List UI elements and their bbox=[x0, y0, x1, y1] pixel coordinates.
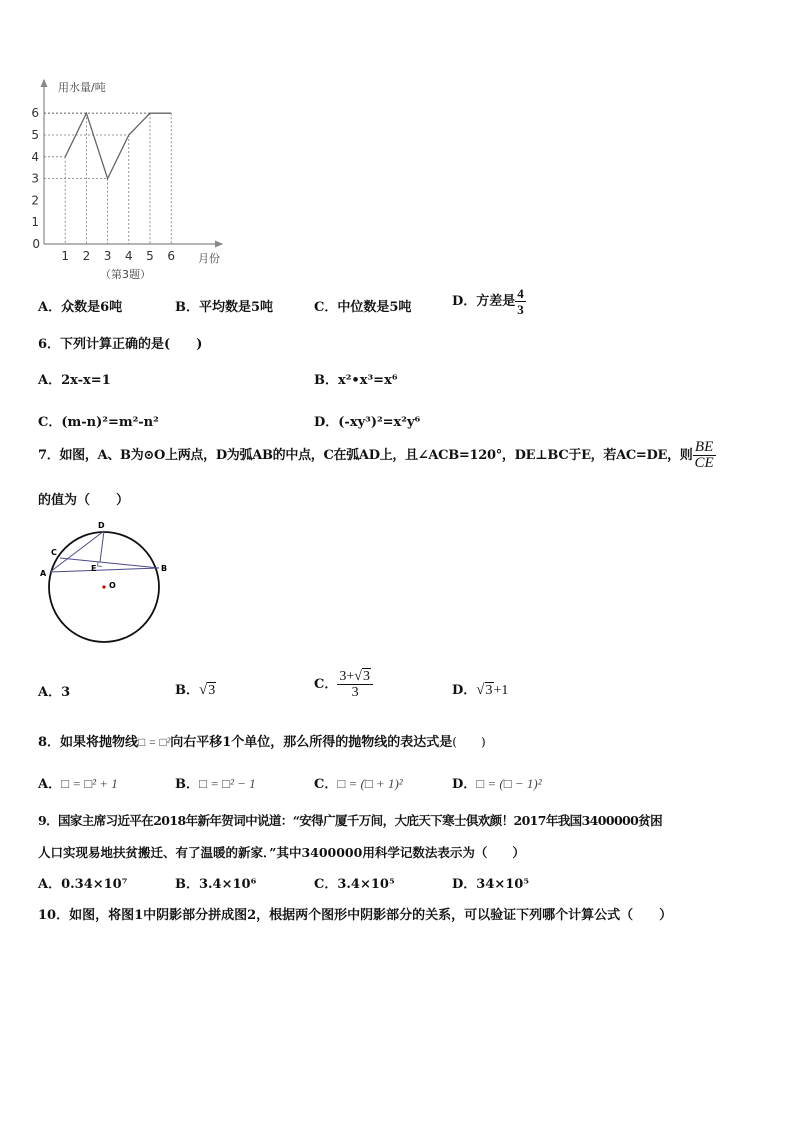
q7-stem-2: 的值为（ ） bbox=[38, 493, 130, 508]
q9-stem-line-2: 人口实现易地扶贫搬迁、有了温暖的新家．”其中3400000用科学记数法表示为（ ） bbox=[38, 845, 525, 860]
y-tick-label: 2 bbox=[31, 193, 39, 208]
center-dot bbox=[102, 585, 105, 588]
q8-option-a-label: A． bbox=[38, 777, 62, 792]
label-o: O bbox=[109, 581, 116, 590]
segment-de bbox=[100, 531, 104, 562]
y-tick-label: 6 bbox=[31, 106, 39, 121]
q8-stem bbox=[38, 731, 486, 750]
q8-option-b bbox=[175, 773, 256, 792]
q7-option-c bbox=[314, 669, 373, 700]
q7-option-b: B．√3 bbox=[175, 682, 216, 698]
water-usage-chart bbox=[30, 76, 240, 286]
segment-cb bbox=[60, 558, 159, 568]
y-tick-label: 1 bbox=[31, 215, 39, 230]
q5-option-c: C．中位数是5吨 bbox=[314, 300, 412, 315]
series-line bbox=[65, 113, 171, 178]
q7-option-d: D．√3+1 bbox=[452, 682, 509, 698]
label-a: A bbox=[40, 569, 47, 578]
q8-option-c-formula: □ = (□ + 1)² bbox=[337, 776, 403, 791]
q7-stem-text: 7．如图，A、B为⊙O上两点，D为弧AB的中点，C在弧AD上，且∠ACB=120°，DE⊥BC于E，若AC=DE，则 bbox=[38, 448, 693, 463]
y-tick-label: 3 bbox=[31, 171, 39, 186]
q6-option-b: B．x²•x³=x⁶ bbox=[314, 373, 398, 388]
q7-frac-num: BE bbox=[693, 440, 716, 456]
q8-option-a bbox=[38, 773, 118, 792]
chart-caption: （第3题） bbox=[100, 268, 151, 281]
q6-option-a: A．2x-x=1 bbox=[38, 373, 111, 388]
q7-option-d-rad: 3 bbox=[485, 683, 493, 698]
x-tick-label: 2 bbox=[82, 249, 91, 263]
q7-option-c-num-a: 3+ bbox=[339, 669, 355, 684]
q8-stem-formula: □ = □² bbox=[138, 735, 171, 749]
q8-option-d bbox=[452, 773, 542, 792]
x-axis-label: 月份 bbox=[198, 252, 220, 265]
q5-frac-num: 4 bbox=[517, 286, 524, 301]
q8-option-b-label: B． bbox=[175, 777, 199, 792]
q10-stem: 10．如图，将图1中阴影部分拼成图2，根据两个图形中阴影部分的关系，可以验证下列哪个计算公式（ ） bbox=[38, 908, 673, 923]
q7-frac-den: CE bbox=[694, 455, 714, 471]
q9-option-a: A．0.34×10⁷ bbox=[38, 877, 128, 892]
y-tick-label: 5 bbox=[31, 128, 39, 142]
q9-option-d: D．34×10⁵ bbox=[452, 877, 530, 892]
q8-option-b-formula: □ = □² − 1 bbox=[199, 776, 256, 791]
q7-fraction bbox=[693, 440, 716, 471]
chord-ab bbox=[50, 568, 159, 572]
q7-option-d-label: D． bbox=[452, 683, 477, 698]
q7-option-c-label: C． bbox=[314, 677, 338, 692]
q7-option-c-num-rad: 3 bbox=[362, 669, 370, 684]
q8-option-a-formula: □ = □² + 1 bbox=[61, 776, 118, 791]
q8-stem-a: 8．如果将抛物线 bbox=[38, 735, 139, 750]
q7-option-c-den: 3 bbox=[351, 685, 359, 700]
label-c: C bbox=[51, 548, 57, 557]
q8-option-d-label: D． bbox=[452, 777, 477, 792]
q7-stem bbox=[38, 440, 716, 471]
q8-option-d-formula: □ = (□ − 1)² bbox=[476, 776, 542, 791]
q8-option-c bbox=[314, 773, 403, 792]
q7-option-b-label: B． bbox=[175, 683, 199, 698]
q5-option-a: A．众数是6吨 bbox=[38, 300, 123, 315]
q7-option-c-frac: $\frac{3+√3}{3}$ bbox=[337, 669, 373, 700]
y-axis-label: 用水量/吨 bbox=[58, 81, 106, 94]
x-tick-label: 1 bbox=[61, 249, 70, 263]
q5-fraction bbox=[515, 286, 526, 317]
q9-stem-line-1: 9．国家主席习近平在2018年新年贺词中说道：“安得广厦千万间，大庇天下寒士俱欢颜！2017年我国3400000贫困 bbox=[38, 813, 663, 828]
q7-option-d-tail: +1 bbox=[493, 683, 509, 698]
q7-option-b-rad: 3 bbox=[208, 683, 216, 698]
q8-stem-b: 向右平移1个单位，那么所得的抛物线的表达式是 bbox=[170, 735, 453, 750]
q8-stem-paren: ( ) bbox=[452, 735, 486, 749]
label-d: D bbox=[98, 521, 105, 530]
q6-option-c: C．(m-n)²=m²-n² bbox=[38, 415, 159, 430]
q5-option-b: B．平均数是5吨 bbox=[175, 300, 274, 315]
label-e: E bbox=[91, 564, 97, 573]
q5-option-d-text: D．方差是 bbox=[452, 294, 516, 309]
x-tick-label: 3 bbox=[103, 249, 112, 263]
q8-option-c-label: C． bbox=[314, 777, 338, 792]
circle-figure bbox=[36, 518, 176, 648]
q6-stem: 6．下列计算正确的是( ) bbox=[38, 337, 203, 352]
q5-frac-den: 3 bbox=[517, 302, 524, 317]
x-tick-label: 5 bbox=[146, 249, 154, 263]
x-tick-label: 6 bbox=[167, 249, 176, 263]
x-tick-label: 4 bbox=[124, 249, 133, 263]
y-tick-label: 4 bbox=[31, 149, 39, 164]
q5-option-d bbox=[452, 286, 526, 317]
q7-option-a: A．3 bbox=[38, 685, 71, 700]
label-b: B bbox=[161, 564, 168, 573]
origin-label: 0 bbox=[32, 237, 40, 251]
q9-option-b: B．3.4×10⁶ bbox=[175, 877, 257, 892]
q6-option-d: D．(-xy³)²=x²y⁶ bbox=[314, 415, 421, 430]
q9-option-c: C．3.4×10⁵ bbox=[314, 877, 395, 892]
